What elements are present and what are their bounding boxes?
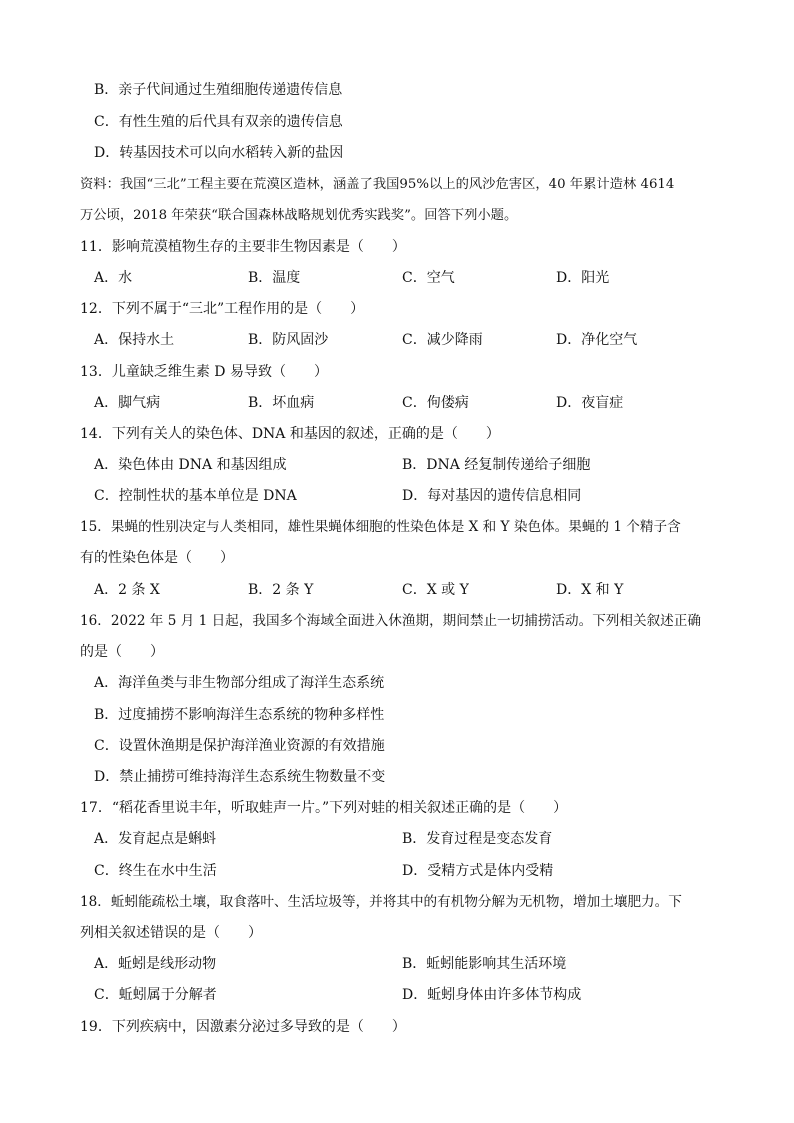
q15-stem-line-2: 有的性染色体是（ ） <box>80 550 234 566</box>
q15-option-a: A．2 条 X <box>94 582 160 598</box>
q13-option-d: D．夜盲症 <box>556 395 624 411</box>
q10-option-b: B．亲子代间通过生殖细胞传递遗传信息 <box>94 82 343 98</box>
material-line-1: 资料：我国“三北”工程主要在荒漠区造林，涵盖了我国95%以上的风沙危害区，40 年累计造林 4614 <box>80 177 675 192</box>
q16-option-a: A．海洋鱼类与非生物部分组成了海洋生态系统 <box>94 675 385 691</box>
q18-stem-line-2: 列相关叙述错误的是（ ） <box>80 925 262 941</box>
q16-stem-line-2: 的是（ ） <box>80 644 164 660</box>
q11-option-d: D．阳光 <box>556 270 610 286</box>
q18-option-d: D．蚯蚓身体由许多体节构成 <box>402 987 582 1003</box>
q16-option-b: B．过度捕捞不影响海洋生态系统的物种多样性 <box>94 707 385 723</box>
q12-option-b: B．防风固沙 <box>248 332 329 348</box>
q14-stem: 14．下列有关人的染色体、DNA 和基因的叙述，正确的是（ ） <box>80 426 500 442</box>
q11-option-c: C．空气 <box>402 270 455 286</box>
q14-option-d: D．每对基因的遗传信息相同 <box>402 488 582 504</box>
q13-option-a: A．脚气病 <box>94 395 161 411</box>
q17-option-b: B．发育过程是变态发育 <box>402 831 553 847</box>
q12-stem: 12．下列不属于“三北”工程作用的是（ ） <box>80 301 365 317</box>
q18-option-c: C．蚯蚓属于分解者 <box>94 987 217 1003</box>
q18-option-a: A．蚯蚓是线形动物 <box>94 956 217 972</box>
q12-option-c: C．减少降雨 <box>402 332 483 348</box>
q11-option-b: B．温度 <box>248 270 301 286</box>
q10-option-c: C．有性生殖的后代具有双亲的遗传信息 <box>94 114 343 130</box>
q16-option-d: D．禁止捕捞可维持海洋生态系统生物数量不变 <box>94 769 386 785</box>
q12-option-a: A．保持水土 <box>94 332 175 348</box>
q16-stem-line-1: 16．2022 年 5 月 1 日起，我国多个海域全面进入休渔期，期间禁止一切捕捞活动。下列相关叙述正确 <box>80 613 701 629</box>
q17-option-a: A．发育起点是蝌蚪 <box>94 831 217 847</box>
q10-option-d: D．转基因技术可以向水稻转入新的盐因 <box>94 145 344 161</box>
q14-option-a: A．染色体由 DNA 和基因组成 <box>94 457 287 473</box>
q15-stem-line-1: 15．果蝇的性别决定与人类相同，雄性果蝇体细胞的性染色体是 X 和 Y 染色体。果蝇的 1 个精子含 <box>80 519 681 535</box>
q18-option-b: B．蚯蚓能影响其生活环境 <box>402 956 567 972</box>
q11-stem: 11．影响荒漠植物生存的主要非生物因素是（ ） <box>80 239 406 255</box>
q16-option-c: C．设置休渔期是保护海洋渔业资源的有效措施 <box>94 738 385 754</box>
q14-option-b: B．DNA 经复制传递给子细胞 <box>402 457 591 473</box>
q15-option-b: B．2 条 Y <box>248 582 314 598</box>
q17-stem: 17．“稻花香里说丰年，听取蛙声一片。”下列对蛙的相关叙述正确的是（ ） <box>80 800 568 816</box>
q11-option-a: A．水 <box>94 270 133 286</box>
q17-option-d: D．受精方式是体内受精 <box>402 863 554 879</box>
q13-option-b: B．坏血病 <box>248 395 315 411</box>
q13-stem: 13．儿童缺乏维生素 D 易导致（ ） <box>80 364 328 380</box>
q12-option-d: D．净化空气 <box>556 332 638 348</box>
q18-stem-line-1: 18．蚯蚓能疏松土壤，取食落叶、生活垃圾等，并将其中的有机物分解为无机物，增加土壤肥力。下 <box>80 894 682 910</box>
q14-option-c: C．控制性状的基本单位是 DNA <box>94 488 297 504</box>
q17-option-c: C．终生在水中生活 <box>94 863 217 879</box>
q15-option-d: D．X 和 Y <box>556 582 624 598</box>
material-line-2: 万公顷，2018 年荣获“联合国森林战略规划优秀实践奖”。回答下列小题。 <box>80 208 518 223</box>
q19-stem: 19．下列疾病中，因激素分泌过多导致的是（ ） <box>80 1019 406 1035</box>
q13-option-c: C．佝偻病 <box>402 395 469 411</box>
q15-option-c: C．X 或 Y <box>402 582 469 598</box>
